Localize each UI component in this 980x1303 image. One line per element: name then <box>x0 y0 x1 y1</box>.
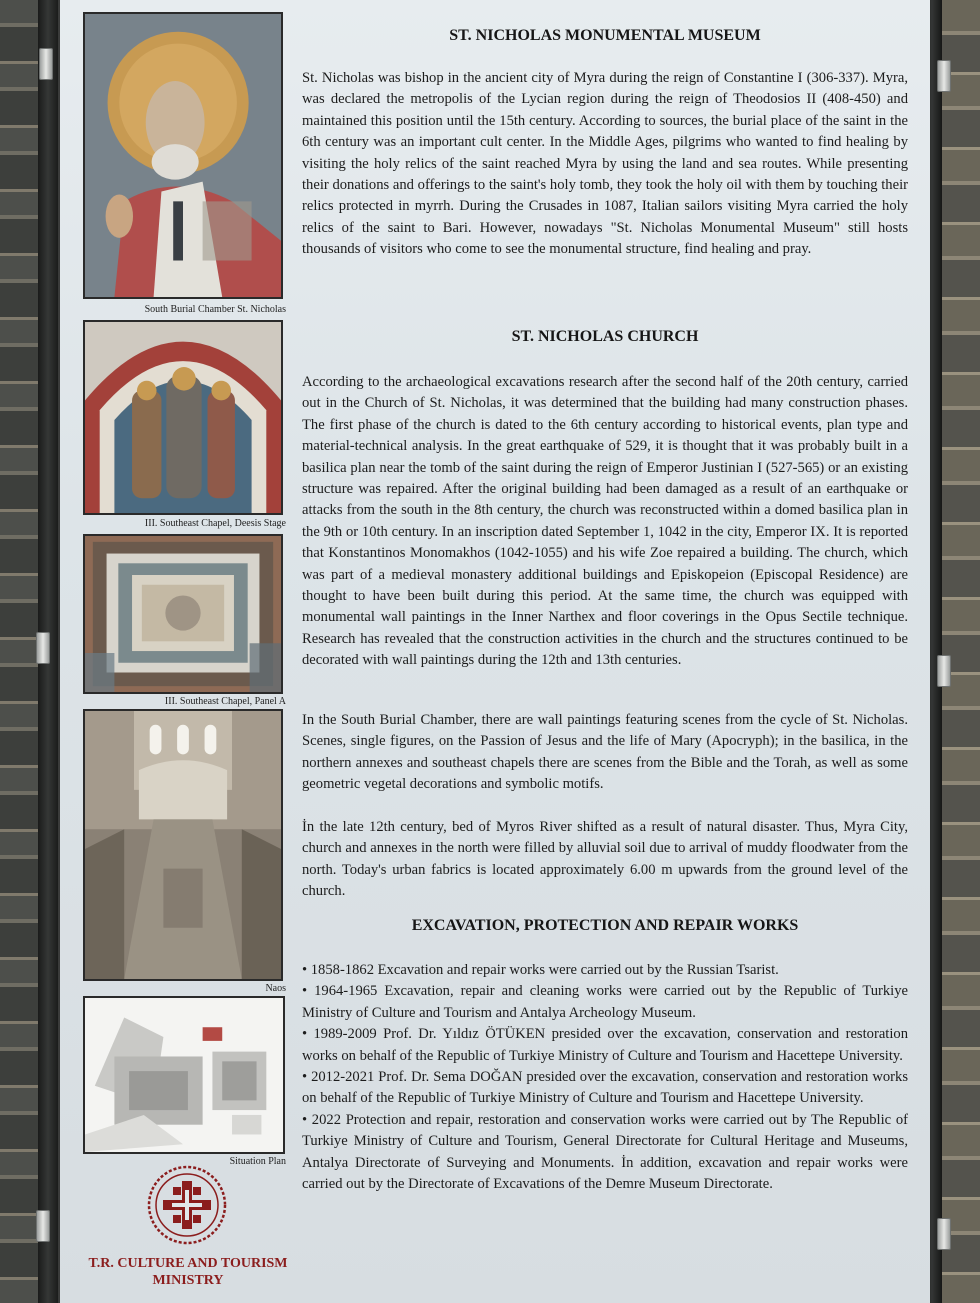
intro-paragraph: St. Nicholas was bishop in the ancient city of Myra during the reign of Constantine I (306-337). Myra, was declared the metropolis of the Lycian region during the reign of Theodosios II (408-450) and maintained this position until the 15th century. According to sources, the burial place of the saint in the 6th century was an important cult center. In the Middle Ages, pilgrims who wanted to find healing by visiting the holy relics of the saint reached Myra by using the land and sea routes. While presenting their donations and offerings to the saint's holy tomb, they took the holy oil with them by touching their relics protected in myrrh. During the Crusades in 1087, Italian sailors visiting Myra carried the holy relics of the saint to Bari. However, nowadays "St. Nicholas Monumental Museum" still hosts thousands of visitors who come to see the monumental structure, find healing and pray. <box>302 70 908 258</box>
works-item: • 1964-1965 Excavation, repair and cleaning works were carried out by the Republic of Turkiye Ministry of Culture and Tourism and Antalya Archeology Museum. <box>302 983 908 1021</box>
main-title: ST. NICHOLAS MONUMENTAL MUSEUM <box>449 27 761 44</box>
works-heading: EXCAVATION, PROTECTION AND REPAIR WORKS <box>411 917 799 934</box>
ministry-name-line1: T.R. CULTURE AND TOURISM <box>88 1256 288 1271</box>
works-list <box>302 960 908 1195</box>
works-item: • 1989-2009 Prof. Dr. Yıldız ÖTÜKEN presided over the excavation, conservation and restoration works on behalf of the Republic of Turkiye Ministry of Culture and Tourism and Hacettepe University. <box>302 1026 908 1064</box>
caption-panel-a: III. Southeast Chapel, Panel A <box>164 696 286 707</box>
stone-wall-right <box>936 0 980 1303</box>
church-paragraph-3: İn the late 12th century, bed of Myros River shifted as a result of natural disaster. Thus, Myra City, church and annexes in the north were filled by alluvial soil due to arrival of muddy floodwater from the north. Today's urban fabrics is located approximately 6.00 m upwards from the ground level of the church. <box>302 819 908 900</box>
situation-plan-image <box>83 996 285 1154</box>
frame-clip <box>39 48 53 80</box>
deesis-stage-image <box>83 320 283 515</box>
information-sign-panel <box>60 0 930 1303</box>
works-item: • 2012-2021 Prof. Dr. Sema DOĞAN presided over the excavation, conservation and restoration works on behalf of the Republic of Turkiye Ministry of Culture and Tourism and Hacettepe University. <box>302 1069 908 1107</box>
naos-image <box>83 709 283 981</box>
caption-deesis-stage: III. Southeast Chapel, Deesis Stage <box>144 518 286 529</box>
church-heading: ST. NICHOLAS CHURCH <box>511 328 699 345</box>
works-item: • 1858-1862 Excavation and repair works were carried out by the Russian Tsarist. <box>302 962 779 978</box>
ministry-logo <box>147 1165 227 1245</box>
caption-south-burial-chamber: South Burial Chamber St. Nicholas <box>144 304 286 315</box>
church-paragraph-2: In the South Burial Chamber, there are wall paintings featuring scenes from the cycle of St. Nicholas. Scenes, single figures, on the Passion of Jesus and the life of Mary (Apocryph); in the basilica, in the northern annexes and southeast chapels there are scenes from the Bible and the Torah, as well as some geometric vegetal decorations and symbolic motifs. <box>302 712 908 793</box>
frame-clip <box>937 1218 951 1250</box>
opus-sectile-panel-image <box>83 534 283 694</box>
frame-clip <box>937 655 951 687</box>
frame-clip <box>937 60 951 92</box>
works-item: • 2022 Protection and repair, restoration and conservation works were carried out by The Republic of Turkiye Ministry of Culture and Tourism, General Directorate for Cultural Heritage and Museums, Antalya Directorate of Surveying and Monuments. İn addition, excavation and repair works were carried out by the Directorate of Excavations of the Demre Museum Directorate. <box>302 1111 908 1193</box>
church-paragraph-1: According to the archaeological excavations research after the second half of the 20th century, carried out in the Church of St. Nicholas, it was determined that the building had many construction phases. The first phase of the church is dated to the 6th century according to historical events, plan type and material-technical analysis. In the great earthquake of 529, it is thought that it was probably built in a basilica plan near the tomb of the saint during the reign of Emperor Justinian I (527-565) or an existing structure was repaired. After the original building had been damaged as a result of an earthquake or attacks from the south in the 8th century, the church was reconstructed within a domed basilica plan in the 9th or 10th century. In an inscription dated September 1, 1042 in the city, Emperor IX. It is reported that Konstantinos Monomakhos (1042-1055) and his wife Zoe repaired a building. The church, which was part of a medieval monastery additional buildings and Episkopeion (Episcopal Residence) are thought to have been built during this period. At the same time, the church was equipped with monumental wall paintings in the Inner Narthex and floor coverings in the Opus Sectile technique. Research has revealed that the construction activities in the church and the structures continued to be decorated with wall paintings during the 12th and 13th centuries. <box>302 374 908 669</box>
fresco-st-nicholas-image <box>83 12 283 299</box>
frame-clip <box>36 632 50 664</box>
ministry-name-line2: MINISTRY <box>152 1273 224 1288</box>
caption-naos: Naos <box>265 983 286 994</box>
frame-clip <box>36 1210 50 1242</box>
ministry-name <box>70 1255 306 1289</box>
caption-situation-plan: Situation Plan <box>229 1156 286 1167</box>
stone-wall-left <box>0 0 40 1303</box>
